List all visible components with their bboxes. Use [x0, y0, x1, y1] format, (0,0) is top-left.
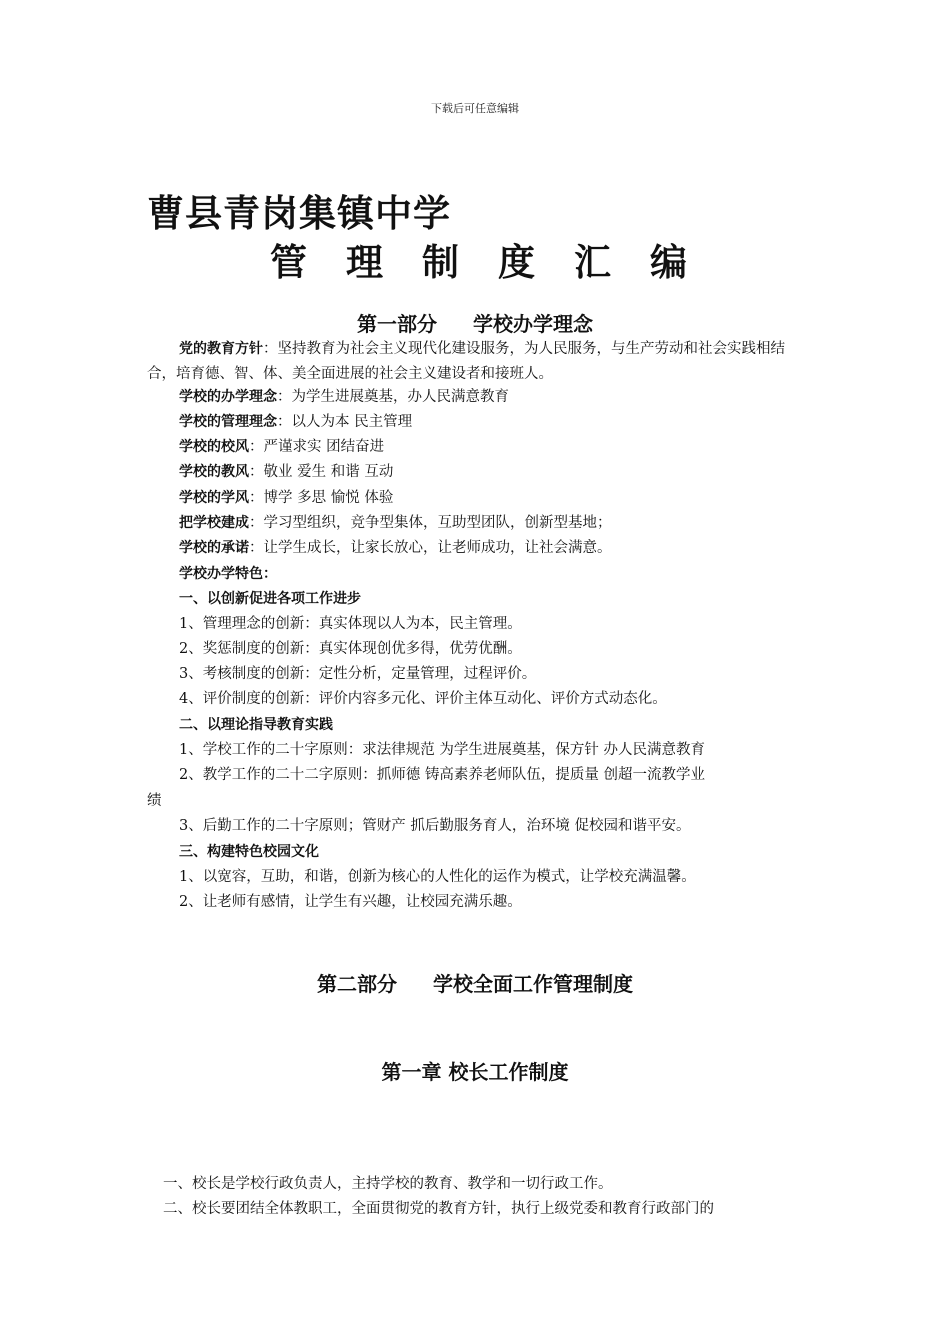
- philosophy-item: [179, 538, 612, 558]
- part2-heading-title: 学校全面工作管理制度: [433, 972, 633, 996]
- philosophy-item: [179, 513, 612, 533]
- list-item: 2、让老师有感情，让学生有兴趣，让校园充满乐趣。: [179, 894, 522, 910]
- part2-heading-number: 第二部分: [317, 972, 397, 996]
- list-item: 1、学校工作的二十字原则：求法律规范 为学生进展奠基，保方针 办人民满意教育: [179, 742, 705, 758]
- list-item: 3、后勤工作的二十字原则；管财产 抓后勤服务育人，治环境 促校园和谐平安。: [179, 818, 691, 834]
- philosophy-item-label: 把学校建成: [179, 515, 249, 531]
- section-heading-theory: 二、以理论指导教育实践: [179, 717, 333, 733]
- philosophy-item-text: ：严谨求实 团结奋进: [249, 439, 385, 455]
- philosophy-item-text: ：博学 多思 愉悦 体验: [249, 490, 394, 506]
- philosophy-item-text: ：让学生成长，让家长放心，让老师成功，让社会满意。: [249, 540, 612, 556]
- philosophy-item: [179, 488, 393, 508]
- list-item: 3、考核制度的创新：定性分析，定量管理，过程评价。: [179, 666, 537, 682]
- philosophy-item-label: 学校的管理理念: [179, 414, 277, 430]
- philosophy-item-label: 学校的教风: [179, 464, 249, 480]
- philosophy-item-text: ：以人为本 民主管理: [277, 414, 413, 430]
- list-item: 1、管理理念的创新：真实体现以人为本，民主管理。: [179, 616, 522, 632]
- part1-heading-number: 第一部分: [357, 312, 437, 336]
- philosophy-item: [179, 387, 509, 407]
- policy-text: ：坚持教育为社会主义现代化建设服务，为人民服务，与生产劳动和社会实践相结合，培育德、智、体、美全面进展的社会主义建设者和接班人。: [147, 341, 785, 382]
- part1-heading-title: 学校办学理念: [473, 312, 593, 336]
- list-item: 1、以宽容，互助，和谐，创新为核心的人性化的运作为模式，让学校充满温馨。: [179, 869, 696, 885]
- list-item-continuation: 绩: [147, 793, 162, 809]
- philosophy-item-label: 学校的办学理念: [179, 389, 277, 405]
- chapter-paragraph: 一、校长是学校行政负责人，主持学校的教育、教学和一切行政工作。: [163, 1176, 613, 1192]
- education-policy-paragraph: [147, 337, 809, 387]
- document-title-compilation: 管理制度汇编: [270, 241, 726, 284]
- philosophy-item-text: ：学习型组织，竞争型集体，互助型团队，创新型基地；: [249, 515, 612, 531]
- chapter-paragraph: 二、校长要团结全体教职工，全面贯彻党的教育方针，执行上级党委和教育行政部门的: [163, 1201, 714, 1217]
- features-label: 学校办学特色：: [179, 566, 277, 582]
- philosophy-item: [179, 462, 393, 482]
- philosophy-item: [179, 412, 412, 432]
- section-heading-culture: 三、构建特色校园文化: [179, 844, 319, 860]
- list-item: 2、奖惩制度的创新：真实体现创优多得，优劳优酬。: [179, 641, 522, 657]
- chapter1-heading: 第一章 校长工作制度: [381, 1060, 569, 1084]
- section-heading-innovation: 一、以创新促进各项工作进步: [179, 591, 361, 607]
- philosophy-item-text: ：敬业 爱生 和谐 互动: [249, 464, 394, 480]
- part2-heading: [0, 968, 950, 997]
- philosophy-item-text: ：为学生进展奠基，办人民满意教育: [277, 389, 509, 405]
- philosophy-item-label: 学校的学风: [179, 490, 249, 506]
- part1-heading: [0, 308, 950, 337]
- list-item: 4、评价制度的创新：评价内容多元化、评价主体互动化、评价方式动态化。: [179, 691, 667, 707]
- philosophy-item-label: 学校的校风: [179, 439, 249, 455]
- philosophy-item: [179, 437, 384, 457]
- philosophy-item-label: 学校的承诺: [179, 540, 249, 556]
- list-item: 2、教学工作的二十二字原则：抓师德 铸高素养老师队伍，提质量 创超一流教学业: [179, 767, 705, 783]
- policy-label: 党的教育方针: [179, 341, 263, 357]
- document-title-school: 曹县青岗集镇中学: [147, 192, 451, 235]
- header-note: 下载后可任意编辑: [431, 102, 519, 115]
